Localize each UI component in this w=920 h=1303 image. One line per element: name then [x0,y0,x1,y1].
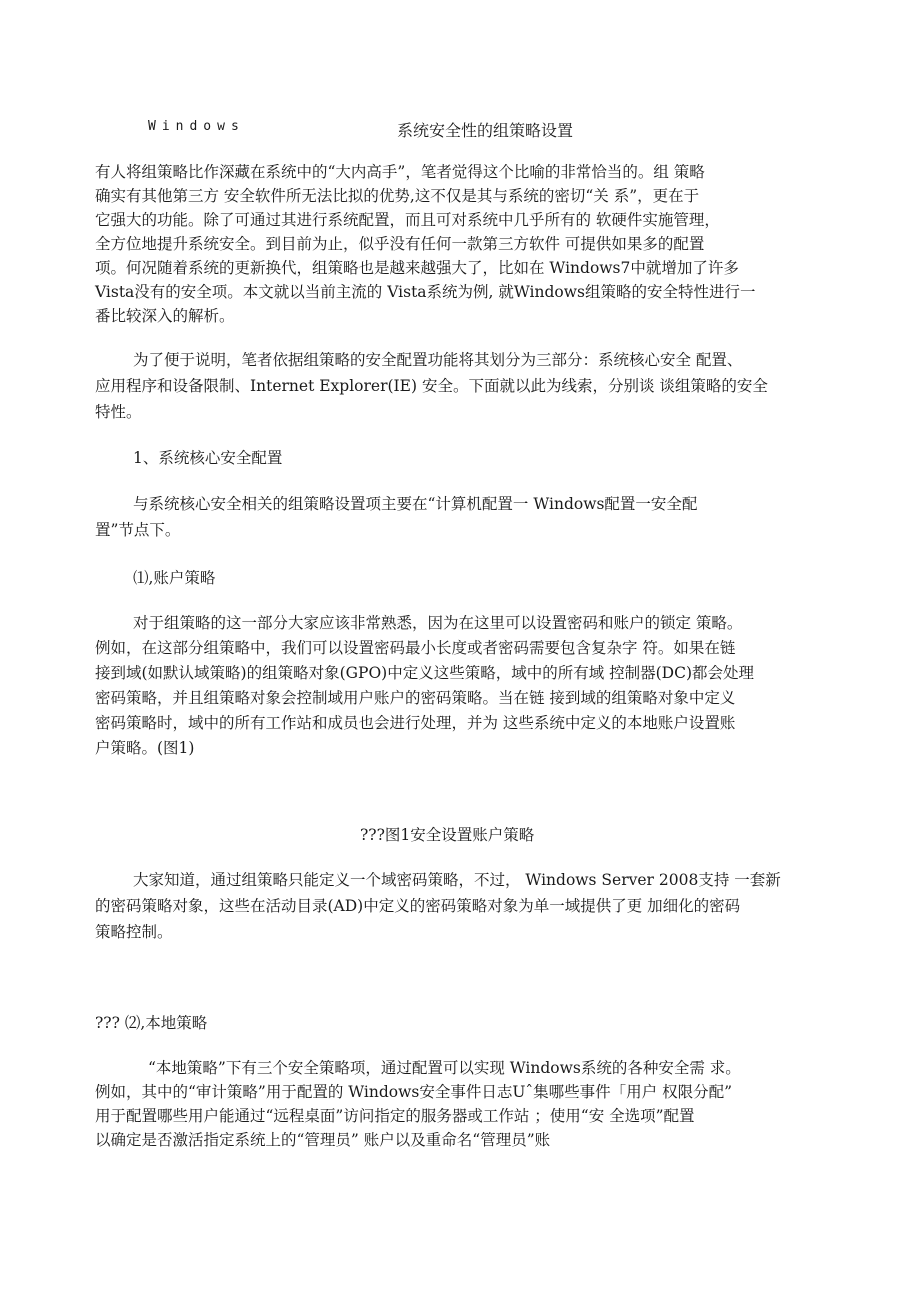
para4-line: 密码策略时，域中的所有工作站和成员也会进行处理，并为 这些系统中定义的本地账户设置账 [95,714,736,732]
para4-line: 接到域(如默认域策略)的组策略对象(GPO)中定义这些策略，域中的所有域 控制器(DC)都会处理 [95,664,755,682]
page-title: 系统安全性的组策略设置 [397,121,574,140]
para4-line: 密码策略，并且组策略对象会控制域用户账户的密码策略。当在链 接到域的组策略对象中定义 [95,689,736,707]
para5-line: 策略控制。 [95,923,173,941]
section-heading: 1、系统核心安全配置 [133,449,283,467]
para5-line: 大家知道，通过组策略只能定义一个域密码策略，不过， Windows Server 2008支持 一套新 [133,871,781,889]
intro-line: Vista没有的安全项。本文就以当前主流的 Vista系统为例, 就Windows组策略的安全特性进行一 [95,283,756,301]
subheading: ⑴,账户策略 [133,569,216,587]
intro-line: 有人将组策略比作深藏在系统中的“大内高手”，笔者觉得这个比喻的非常恰当的。组 策略 [95,163,705,181]
para2-line: 特性。 [95,403,142,421]
title-windows-word: Windows [148,119,245,134]
para3-line: 与系统核心安全相关的组策略设置项主要在“计算机配置一 Windows配置一安全配 [133,495,698,513]
para2-line: 应用程序和设备限制、Internet Explorer(IE) 安全。下面就以此为线索，分别谈 谈组策略的安全 [95,377,768,395]
intro-line: 它强大的功能。除了可通过其进行系统配置，而且可对系统中几乎所有的 软硬件实施管理， [95,211,720,229]
para4-line: 对于组策略的这一部分大家应该非常熟悉，因为在这里可以设置密码和账户的锁定 策略。 [133,614,743,632]
para6-line: 以确定是否激活指定系统上的“管理员” 账户以及重命名“管理员”账 [95,1131,551,1149]
intro-line: 项。何况随着系统的更新换代，组策略也是越来越强大了，比如在 Windows7中就增加了许多 [95,259,739,277]
para3-line: 置”节点下。 [95,521,181,539]
intro-line: 番比较深入的解析。 [95,307,235,325]
para4-line: 户策略。(图1) [95,739,195,757]
subheading: ??? ⑵,本地策略 [95,1014,208,1032]
para6-line: 例如，其中的“审计策略”用于配置的 Windows安全事件日志Uˆ集哪些事件「用户 权限分配” [95,1083,733,1101]
para6-line: “本地策略”下有三个安全策略项，通过配置可以实现 Windows系统的各种安全需 求。 [148,1059,741,1077]
para4-line: 例如，在这部分组策略中，我们可以设置密码最小长度或者密码需要包含复杂字 符。如果在链 [95,639,736,657]
para6-line: 用于配置哪些用户能通过“远程桌面”访问指定的服务器或工作站 ；使用“安 全选项”配置 [95,1107,695,1125]
para5-line: 的密码策略对象，这些在活动目录(AD)中定义的密码策略对象为单一域提供了更 加细化的密码 [95,897,741,915]
intro-line: 全方位地提升系统安全。到目前为止，似乎没有任何一款第三方软件 可提供如果多的配置 [95,235,705,253]
figure-caption: ???图1安全设置账户策略 [360,826,535,844]
para2-line: 为了便于说明，笔者依据组策略的安全配置功能将其划分为三部分：系统核心安全 配置、 [133,351,743,369]
intro-line: 确实有其他第三方 安全软件所无法比拟的优势,这不仅是其与系统的密切“关 系”，更在于 [95,187,700,205]
